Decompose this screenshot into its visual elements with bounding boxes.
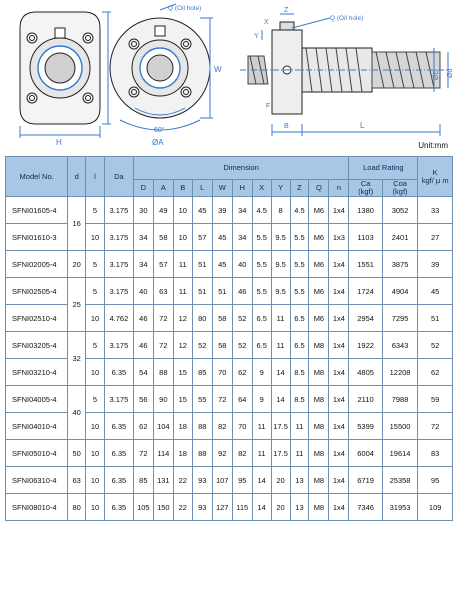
cell-d: 50 (68, 440, 86, 467)
cell-q: M8 (309, 359, 329, 386)
cell-da: 3.175 (104, 251, 133, 278)
cell-ca: 4805 (349, 359, 382, 386)
label-Y: Y (254, 33, 259, 40)
cell-l: 93 (192, 467, 212, 494)
middle-flange-view (110, 4, 213, 130)
header-dim-col: Q (309, 180, 329, 197)
cell-k: 51 (418, 305, 453, 332)
cell-k: 33 (418, 197, 453, 224)
cell-w: 51 (212, 278, 232, 305)
cell-x: 6.5 (252, 305, 271, 332)
label-oil-hole-left: Q (Oil hole) (168, 5, 202, 12)
cell-z: 5.5 (290, 251, 309, 278)
cell-coa: 25358 (382, 467, 418, 494)
cell-z: 13 (290, 494, 309, 521)
cell-da: 3.175 (104, 197, 133, 224)
cell-l: 88 (192, 440, 212, 467)
cell-da: 3.175 (104, 224, 133, 251)
cell-h: 52 (232, 305, 252, 332)
cell-h: 40 (232, 251, 252, 278)
cell-h: 34 (232, 197, 252, 224)
cell-a: 114 (153, 440, 173, 467)
header-k (418, 157, 453, 197)
table-row (6, 332, 453, 359)
cell-coa: 15500 (382, 413, 418, 440)
cell-y: 11 (271, 305, 290, 332)
header-dim-col: B (173, 180, 192, 197)
spec-table (5, 156, 453, 521)
cell-a: 49 (153, 197, 173, 224)
cell-z: 5.5 (290, 278, 309, 305)
cell-q: M6 (309, 278, 329, 305)
label-angle: 60° (154, 127, 165, 134)
side-view (240, 14, 448, 136)
cell-da: 3.175 (104, 278, 133, 305)
cell-l: 45 (192, 197, 212, 224)
cell-d: 16 (68, 197, 86, 251)
technical-drawings (0, 0, 456, 150)
cell-coa: 3052 (382, 197, 418, 224)
cell-a: 72 (153, 305, 173, 332)
cell-k: 59 (418, 386, 453, 413)
cell-n: 1x4 (329, 251, 349, 278)
cell-da: 3.175 (104, 332, 133, 359)
cell-k: 62 (418, 359, 453, 386)
cell-coa: 2401 (382, 224, 418, 251)
cell-a: 57 (153, 251, 173, 278)
cell-l: 51 (192, 251, 212, 278)
cell-b: 12 (173, 332, 192, 359)
cell-y: 14 (271, 359, 290, 386)
cell-n: 1x3 (329, 224, 349, 251)
cell-l: 5 (86, 332, 105, 359)
cell-l: 51 (192, 278, 212, 305)
header-dim-col: Y (271, 180, 290, 197)
cell-y: 14 (271, 386, 290, 413)
cell-w: 92 (212, 440, 232, 467)
cell-b: 22 (173, 494, 192, 521)
cell-w: 72 (212, 386, 232, 413)
cell-model: SFNI04010-4 (6, 413, 68, 440)
cell-d: 80 (68, 494, 86, 521)
cell-b: 11 (173, 278, 192, 305)
cell-model: SFNI02505-4 (6, 278, 68, 305)
cell-n: 1x4 (329, 413, 349, 440)
cell-b: 10 (173, 197, 192, 224)
table-row (6, 494, 453, 521)
cell-y: 9.5 (271, 278, 290, 305)
cell-da: 6.35 (104, 413, 133, 440)
cell-y: 20 (271, 494, 290, 521)
cell-d: 54 (133, 359, 153, 386)
cell-model: SFNI01605-4 (6, 197, 68, 224)
cell-ca: 5399 (349, 413, 382, 440)
header-coa-unit: (kgf) (392, 187, 408, 196)
cell-z: 6.5 (290, 305, 309, 332)
table-header (6, 157, 453, 197)
cell-d: 72 (133, 440, 153, 467)
cell-ca: 1724 (349, 278, 382, 305)
cell-y: 11 (271, 332, 290, 359)
cell-k: 83 (418, 440, 453, 467)
cell-da: 4.762 (104, 305, 133, 332)
unit-label: Unit:mm (418, 141, 448, 150)
cell-model: SFNI05010-4 (6, 440, 68, 467)
cell-w: 58 (212, 305, 232, 332)
cell-x: 6.5 (252, 332, 271, 359)
table-row (6, 197, 453, 224)
cell-coa: 12208 (382, 359, 418, 386)
cell-k: 45 (418, 278, 453, 305)
cell-model: SFNI02005-4 (6, 251, 68, 278)
cell-l: 10 (86, 359, 105, 386)
cell-q: M6 (309, 224, 329, 251)
cell-b: 12 (173, 305, 192, 332)
cell-da: 6.35 (104, 494, 133, 521)
cell-model: SFNI08010-4 (6, 494, 68, 521)
cell-ca: 1103 (349, 224, 382, 251)
cell-l: 10 (86, 440, 105, 467)
cell-q: M8 (309, 332, 329, 359)
cell-d: 25 (68, 278, 86, 332)
cell-h: 70 (232, 413, 252, 440)
label-D: ØD (433, 69, 440, 80)
cell-l: 85 (192, 359, 212, 386)
cell-w: 58 (212, 332, 232, 359)
cell-b: 10 (173, 224, 192, 251)
cell-n: 1x4 (329, 494, 349, 521)
header-model: Model No. (6, 157, 68, 197)
cell-b: 18 (173, 440, 192, 467)
table-row (6, 467, 453, 494)
cell-n: 1x4 (329, 278, 349, 305)
header-dim-col: W (212, 180, 232, 197)
cell-coa: 6343 (382, 332, 418, 359)
cell-n: 1x4 (329, 197, 349, 224)
header-ca (349, 180, 382, 197)
cell-ca: 6004 (349, 440, 382, 467)
cell-l: 5 (86, 386, 105, 413)
cell-z: 5.5 (290, 224, 309, 251)
cell-ca: 2954 (349, 305, 382, 332)
label-L: L (360, 121, 365, 130)
cell-h: 115 (232, 494, 252, 521)
label-oil-hole-right: Q (Oil hole) (330, 15, 364, 22)
header-k-label: K (432, 167, 438, 177)
cell-l: 5 (86, 251, 105, 278)
cell-q: M6 (309, 197, 329, 224)
label-W: W (214, 65, 222, 74)
header-dim-col: L (192, 180, 212, 197)
cell-h: 64 (232, 386, 252, 413)
header-dim-col: H (232, 180, 252, 197)
cell-l: 10 (86, 305, 105, 332)
cell-x: 9 (252, 386, 271, 413)
cell-h: 95 (232, 467, 252, 494)
cell-a: 72 (153, 332, 173, 359)
cell-a: 63 (153, 278, 173, 305)
cell-ca: 1551 (349, 251, 382, 278)
table-row (6, 251, 453, 278)
cell-ca: 7346 (349, 494, 382, 521)
cell-x: 11 (252, 413, 271, 440)
cell-coa: 7295 (382, 305, 418, 332)
cell-da: 3.175 (104, 386, 133, 413)
cell-l: 10 (86, 467, 105, 494)
cell-z: 11 (290, 413, 309, 440)
cell-coa: 4904 (382, 278, 418, 305)
header-dim-col: n (329, 180, 349, 197)
cell-b: 11 (173, 251, 192, 278)
cell-d: 34 (133, 251, 153, 278)
header-dim-col: A (153, 180, 173, 197)
cell-l: 93 (192, 494, 212, 521)
label-H: H (56, 138, 62, 147)
cell-q: M8 (309, 467, 329, 494)
cell-n: 1x4 (329, 386, 349, 413)
header-d: d (68, 157, 86, 197)
cell-d: 30 (133, 197, 153, 224)
cell-a: 58 (153, 224, 173, 251)
cell-d: 40 (68, 386, 86, 440)
cell-a: 150 (153, 494, 173, 521)
cell-ca: 1922 (349, 332, 382, 359)
header-l: l (86, 157, 105, 197)
table-row (6, 278, 453, 305)
cell-ca: 2110 (349, 386, 382, 413)
cell-z: 8.5 (290, 359, 309, 386)
cell-model: SFNI02510-4 (6, 305, 68, 332)
cell-y: 17.5 (271, 413, 290, 440)
cell-w: 82 (212, 413, 232, 440)
cell-l: 5 (86, 278, 105, 305)
cell-z: 11 (290, 440, 309, 467)
cell-w: 107 (212, 467, 232, 494)
cell-q: M6 (309, 251, 329, 278)
cell-coa: 3875 (382, 251, 418, 278)
cell-d: 46 (133, 305, 153, 332)
cell-q: M8 (309, 494, 329, 521)
header-ca-unit: (kgf) (358, 187, 374, 196)
cell-q: M8 (309, 440, 329, 467)
cell-x: 4.5 (252, 197, 271, 224)
header-dim-col: X (252, 180, 271, 197)
cell-k: 72 (418, 413, 453, 440)
cell-z: 13 (290, 467, 309, 494)
cell-d: 62 (133, 413, 153, 440)
cell-l: 5 (86, 197, 105, 224)
cell-n: 1x4 (329, 332, 349, 359)
cell-y: 8 (271, 197, 290, 224)
header-load-rating: Load Rating (349, 157, 418, 180)
cell-k: 27 (418, 224, 453, 251)
cell-d: 105 (133, 494, 153, 521)
cell-h: 34 (232, 224, 252, 251)
cell-a: 88 (153, 359, 173, 386)
cell-l: 57 (192, 224, 212, 251)
cell-l: 88 (192, 413, 212, 440)
header-dimension: Dimension (133, 157, 349, 180)
cell-l: 80 (192, 305, 212, 332)
header-coa-label: Coa (393, 179, 407, 188)
cell-k: 95 (418, 467, 453, 494)
table-body (6, 197, 453, 521)
cell-l: 10 (86, 224, 105, 251)
cell-x: 5.5 (252, 251, 271, 278)
cell-da: 6.35 (104, 359, 133, 386)
header-da: Da (104, 157, 133, 197)
cell-coa: 31953 (382, 494, 418, 521)
cell-k: 52 (418, 332, 453, 359)
cell-da: 6.35 (104, 440, 133, 467)
cell-d: 32 (68, 332, 86, 386)
cell-l: 55 (192, 386, 212, 413)
label-d: Ød (447, 68, 454, 78)
cell-d: 40 (133, 278, 153, 305)
cell-n: 1x4 (329, 440, 349, 467)
cell-coa: 19614 (382, 440, 418, 467)
cell-model: SFNI03210-4 (6, 359, 68, 386)
cell-q: M6 (309, 305, 329, 332)
label-Z: Z (284, 7, 289, 14)
cell-a: 90 (153, 386, 173, 413)
cell-model: SFNI01610-3 (6, 224, 68, 251)
table-row (6, 386, 453, 413)
cell-b: 15 (173, 386, 192, 413)
cell-w: 70 (212, 359, 232, 386)
cell-model: SFNI04005-4 (6, 386, 68, 413)
cell-h: 52 (232, 332, 252, 359)
label-F: F (266, 103, 271, 110)
cell-q: M8 (309, 413, 329, 440)
cell-w: 39 (212, 197, 232, 224)
label-B: B (284, 123, 289, 130)
cell-b: 15 (173, 359, 192, 386)
cell-l: 10 (86, 413, 105, 440)
cell-y: 20 (271, 467, 290, 494)
cell-a: 131 (153, 467, 173, 494)
header-ca-label: Ca (360, 179, 371, 188)
cell-y: 9.5 (271, 224, 290, 251)
cell-n: 1x4 (329, 359, 349, 386)
cell-d: 34 (133, 224, 153, 251)
cell-d: 56 (133, 386, 153, 413)
left-flange-view (20, 12, 111, 138)
cell-da: 6.35 (104, 467, 133, 494)
cell-model: SFNI03205-4 (6, 332, 68, 359)
cell-n: 1x4 (329, 467, 349, 494)
cell-d: 46 (133, 332, 153, 359)
cell-coa: 7988 (382, 386, 418, 413)
cell-k: 109 (418, 494, 453, 521)
header-dim-col: Z (290, 180, 309, 197)
label-X: X (264, 19, 269, 26)
cell-a: 104 (153, 413, 173, 440)
cell-model: SFNI06310-4 (6, 467, 68, 494)
cell-l: 52 (192, 332, 212, 359)
cell-z: 4.5 (290, 197, 309, 224)
cell-ca: 1380 (349, 197, 382, 224)
cell-d: 85 (133, 467, 153, 494)
cell-h: 46 (232, 278, 252, 305)
cell-b: 22 (173, 467, 192, 494)
cell-n: 1x4 (329, 305, 349, 332)
cell-x: 11 (252, 440, 271, 467)
header-dim-col: D (133, 180, 153, 197)
cell-x: 14 (252, 494, 271, 521)
cell-w: 45 (212, 251, 232, 278)
label-A: ØA (152, 138, 164, 147)
cell-ca: 6719 (349, 467, 382, 494)
header-k-unit: kgf/ μ m (421, 175, 449, 185)
cell-x: 5.5 (252, 224, 271, 251)
cell-w: 45 (212, 224, 232, 251)
cell-h: 62 (232, 359, 252, 386)
cell-y: 17.5 (271, 440, 290, 467)
cell-y: 9.5 (271, 251, 290, 278)
cell-z: 8.5 (290, 386, 309, 413)
cell-q: M8 (309, 386, 329, 413)
cell-l: 10 (86, 494, 105, 521)
cell-d: 63 (68, 467, 86, 494)
cell-x: 5.5 (252, 278, 271, 305)
cell-b: 18 (173, 413, 192, 440)
cell-k: 39 (418, 251, 453, 278)
header-coa (382, 180, 418, 197)
cell-z: 6.5 (290, 332, 309, 359)
table-row (6, 440, 453, 467)
cell-x: 9 (252, 359, 271, 386)
cell-w: 127 (212, 494, 232, 521)
cell-h: 82 (232, 440, 252, 467)
cell-d: 20 (68, 251, 86, 278)
cell-x: 14 (252, 467, 271, 494)
